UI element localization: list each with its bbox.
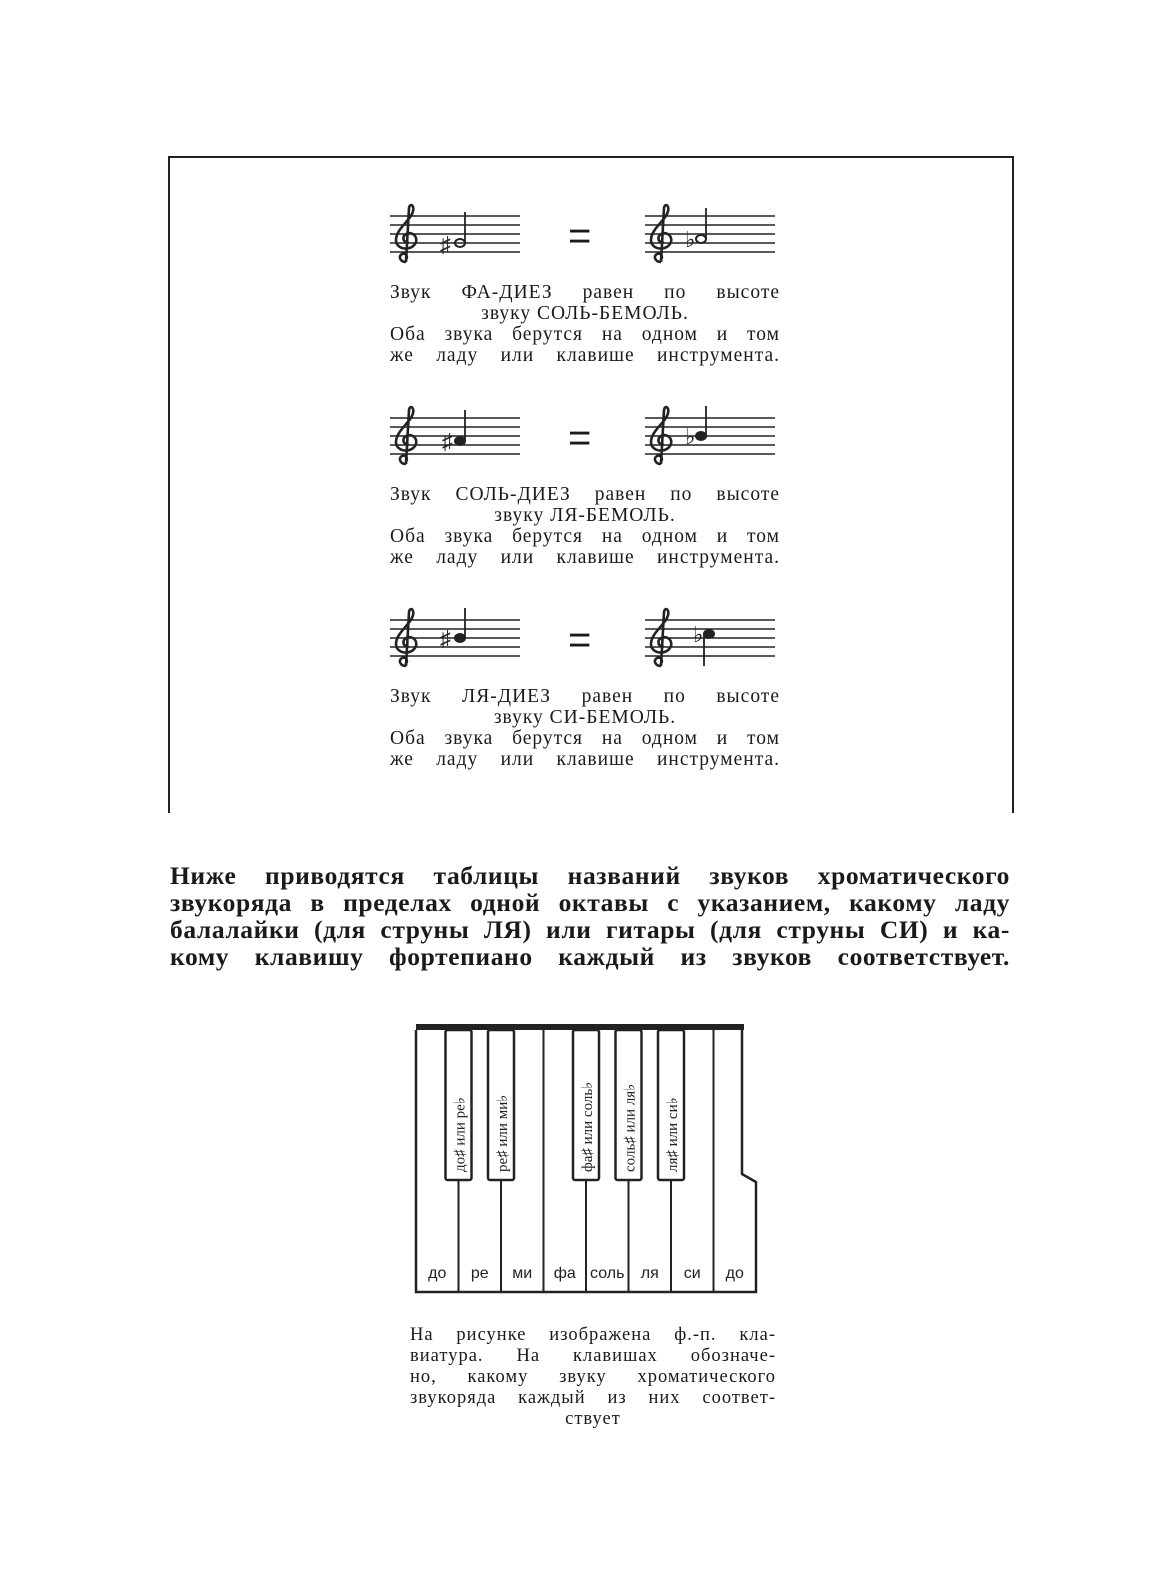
black-key-label: соль♯ или ля♭ <box>622 1083 639 1172</box>
caption-line: Звук СОЛЬ-ДИЕЗ равен по высоте <box>390 484 780 505</box>
paragraph-line: звукоряда в пределах одной октавы с указанием, какому ладу <box>170 888 1010 917</box>
caption-line: Звук ФА-ДИЕЗ равен по высоте <box>390 282 780 303</box>
black-key-label: ля♯ или си♭ <box>665 1097 681 1172</box>
treble-clef-icon <box>396 407 416 464</box>
staff-row <box>390 202 780 282</box>
treble-clef-icon <box>396 609 416 666</box>
white-key-label[interactable]: си <box>683 1265 701 1282</box>
paragraph-line: кому клавишу фортепиано каждый из звуков соответствует. <box>170 942 1010 971</box>
sharp-symbol: ♯ <box>440 232 451 257</box>
white-key-label[interactable]: ми <box>512 1265 533 1282</box>
caption-line: же ладу или клавише инструмента. <box>390 345 780 366</box>
caption-line: Оба звука берутся на одном и том <box>390 526 780 547</box>
note-head <box>455 437 465 445</box>
caption-line: же ладу или клавише инструмента. <box>390 749 780 770</box>
equivalence-block <box>390 606 780 770</box>
black-key[interactable] <box>658 1030 684 1180</box>
caption-line: звуку СОЛЬ-БЕМОЛЬ. <box>481 303 689 324</box>
staff-row <box>390 404 780 484</box>
note-head <box>696 432 706 440</box>
equivalence-block <box>390 202 780 366</box>
caption-line: Оба звука берутся на одном и том <box>390 324 780 345</box>
white-key-label[interactable]: до <box>725 1265 744 1282</box>
white-key-label[interactable]: ре <box>470 1265 489 1282</box>
figure-caption-line: звукоряда каждый из них соответ- <box>410 1388 776 1408</box>
black-key-label: фа♯ или соль♭ <box>580 1081 596 1172</box>
flat-symbol: ♭ <box>685 227 696 252</box>
equals-sign: = <box>568 618 592 662</box>
white-key-label[interactable]: фа <box>553 1265 576 1282</box>
staff-flat <box>645 202 775 272</box>
black-key[interactable] <box>573 1030 599 1180</box>
black-key[interactable] <box>446 1030 472 1180</box>
equals-sign: = <box>568 214 592 258</box>
equivalence-caption <box>390 282 780 366</box>
note-head <box>696 235 706 243</box>
figure-caption-line: но, какому звуку хроматического <box>410 1367 776 1387</box>
equals-sign: = <box>568 416 592 460</box>
intro-paragraph <box>170 862 1010 970</box>
caption-line: Оба звука берутся на одном и том <box>390 728 780 749</box>
figure-caption-line: На рисунке изображена ф.-п. кла- <box>410 1325 776 1345</box>
figure-caption <box>410 1325 776 1430</box>
caption-line: звуку ЛЯ-БЕМОЛЬ. <box>494 505 676 526</box>
staff-flat <box>645 404 775 474</box>
caption-line: же ладу или клавише инструмента. <box>390 547 780 568</box>
equivalence-block <box>390 404 780 568</box>
figure-caption-line: ствует <box>565 1409 621 1429</box>
staff-sharp <box>390 404 520 474</box>
white-key-label[interactable]: до <box>428 1265 447 1282</box>
flat-symbol: ♭ <box>693 622 704 647</box>
black-key-label: ре♯ или ми♭ <box>495 1094 511 1172</box>
white-key-label[interactable]: соль <box>590 1265 625 1282</box>
treble-clef-icon <box>651 407 671 464</box>
white-key-label[interactable]: ля <box>640 1265 659 1282</box>
sharp-symbol: ♯ <box>440 626 451 651</box>
note-head <box>704 630 714 638</box>
caption-line: звуку СИ-БЕМОЛЬ. <box>493 707 677 728</box>
black-key[interactable] <box>616 1030 642 1180</box>
staff-sharp <box>390 202 520 272</box>
black-key[interactable] <box>488 1030 514 1180</box>
staff-sharp <box>390 606 520 676</box>
paragraph-line: балалайки (для струны ЛЯ) или гитары (для струны СИ) и ка- <box>170 915 1010 944</box>
black-key-label: до♯ или ре♭ <box>452 1097 469 1172</box>
equivalence-caption <box>390 686 780 770</box>
piano-keyboard <box>410 1016 760 1298</box>
flat-symbol: ♭ <box>685 424 696 449</box>
staff-row <box>390 606 780 686</box>
note-head <box>455 634 465 642</box>
paragraph-line: Ниже приводятся таблицы названий звуков хроматического <box>170 861 1010 890</box>
sharp-symbol: ♯ <box>442 429 453 454</box>
equivalence-caption <box>390 484 780 568</box>
treble-clef-icon <box>651 609 671 666</box>
figure-caption-line: виатура. На клавишах обозначе- <box>410 1346 776 1366</box>
treble-clef-icon <box>651 205 671 262</box>
caption-line: Звук ЛЯ-ДИЕЗ равен по высоте <box>390 686 780 707</box>
treble-clef-icon <box>396 205 416 262</box>
staff-flat <box>645 606 775 676</box>
